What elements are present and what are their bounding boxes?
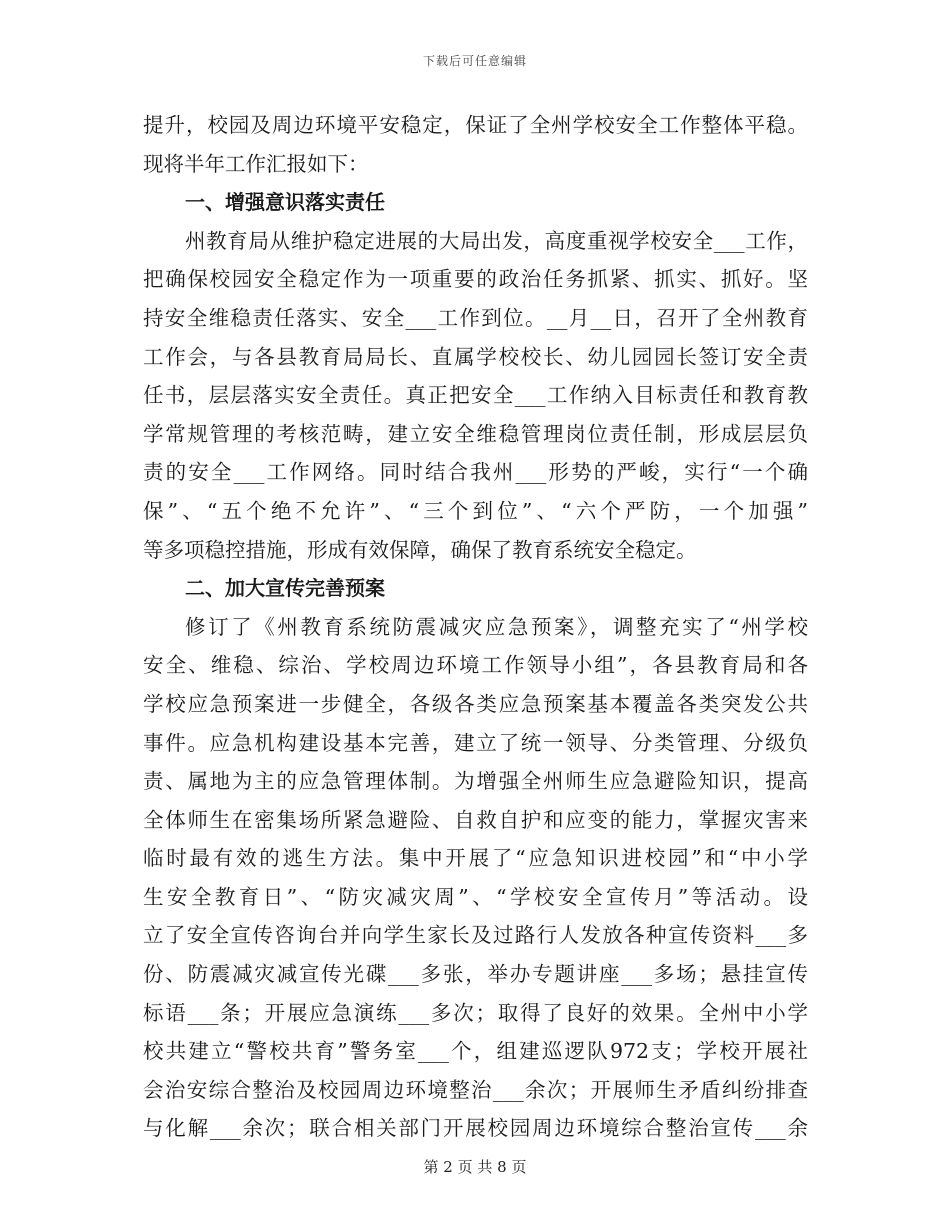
paragraph-line: 把确保校园安全稳定作为一项重要的政治任务抓紧、抓实、抓好。坚 <box>143 267 808 292</box>
paragraph-line: 全体师生在密集场所紧急避险、自救自护和应变的能力，掌握灾害来 <box>143 807 808 832</box>
paragraph-line: 份、防震减灾减宣传光碟___多张，举办专题讲座___多场；悬挂宣传 <box>143 962 808 987</box>
paragraph-line: 学常规管理的考核范畴，建立安全维稳管理岗位责任制，形成层层负 <box>143 421 808 446</box>
page-header: 下载后可任意编辑 <box>422 54 527 68</box>
paragraph-line: 标语___条；开展应急演练___多次；取得了良好的效果。全州中小学 <box>143 1000 808 1025</box>
paragraph-line: 责、属地为主的应急管理体制。为增强全州师生应急避险知识，提高 <box>143 769 808 794</box>
paragraph-line: 修订了《州教育系统防震减灾应急预案》，调整充实了“州学校 <box>185 614 808 639</box>
document-body <box>143 106 808 1148</box>
paragraph-line: 安全、维稳、综治、学校周边环境工作领导小组”，各县教育局和各 <box>143 653 808 678</box>
paragraph-line: 校共建立“警校共育”警务室___个，组建巡逻队972支；学校开展社 <box>143 1039 808 1064</box>
section-heading: 二、加大宣传完善预案 <box>185 576 385 601</box>
paragraph-line: 与化解___余次；联合相关部门开展校园周边环境综合整治宣传___余 <box>143 1116 808 1141</box>
paragraph-line: 保”、“五个绝不允许”、“三个到位”、“六个严防，一个加强” <box>143 498 808 523</box>
paragraph-line: 等多项稳控措施，形成有效保障，确保了教育系统安全稳定。 <box>143 537 697 562</box>
paragraph-line: 现将半年工作汇报如下： <box>143 151 369 176</box>
paragraph-line: 提升，校园及周边环境平安稳定，保证了全州学校安全工作整体平稳。 <box>143 113 808 137</box>
paragraph-line: 临时最有效的逃生方法。集中开展了“应急知识进校园”和“中小学 <box>143 846 808 871</box>
paragraph-line: 任书，层层落实安全责任。真正把安全___工作纳入目标责任和教育教 <box>143 383 808 408</box>
paragraph-line: 会治安综合整治及校园周边环境整治___余次；开展师生矛盾纠纷排查 <box>143 1077 808 1102</box>
paragraph-line: 生安全教育日”、“防灾减灾周”、“学校安全宣传月”等活动。设 <box>143 884 808 909</box>
paragraph-line: 持安全维稳责任落实、安全___工作到位。__月__日，召开了全州教育 <box>143 305 808 330</box>
paragraph-line: 事件。应急机构建设基本完善，建立了统一领导、分类管理、分级负 <box>143 730 808 755</box>
paragraph-line: 立了安全宣传咨询台并向学生家长及过路行人发放各种宣传资料___多 <box>143 923 808 948</box>
section-heading: 一、增强意识落实责任 <box>185 190 385 215</box>
paragraph-line: 学校应急预案进一步健全，各级各类应急预案基本覆盖各类突发公共 <box>143 691 808 716</box>
paragraph-line: 责的安全___工作网络。同时结合我州___形势的严峻，实行“一个确 <box>143 460 808 485</box>
paragraph-line: 工作会，与各县教育局局长、直属学校校长、幼儿园园长签订安全责 <box>143 344 808 369</box>
paragraph-line: 州教育局从维护稳定进展的大局出发，高度重视学校安全___工作， <box>185 228 808 253</box>
page-footer: 第 2 页 共 8 页 <box>423 1158 527 1176</box>
